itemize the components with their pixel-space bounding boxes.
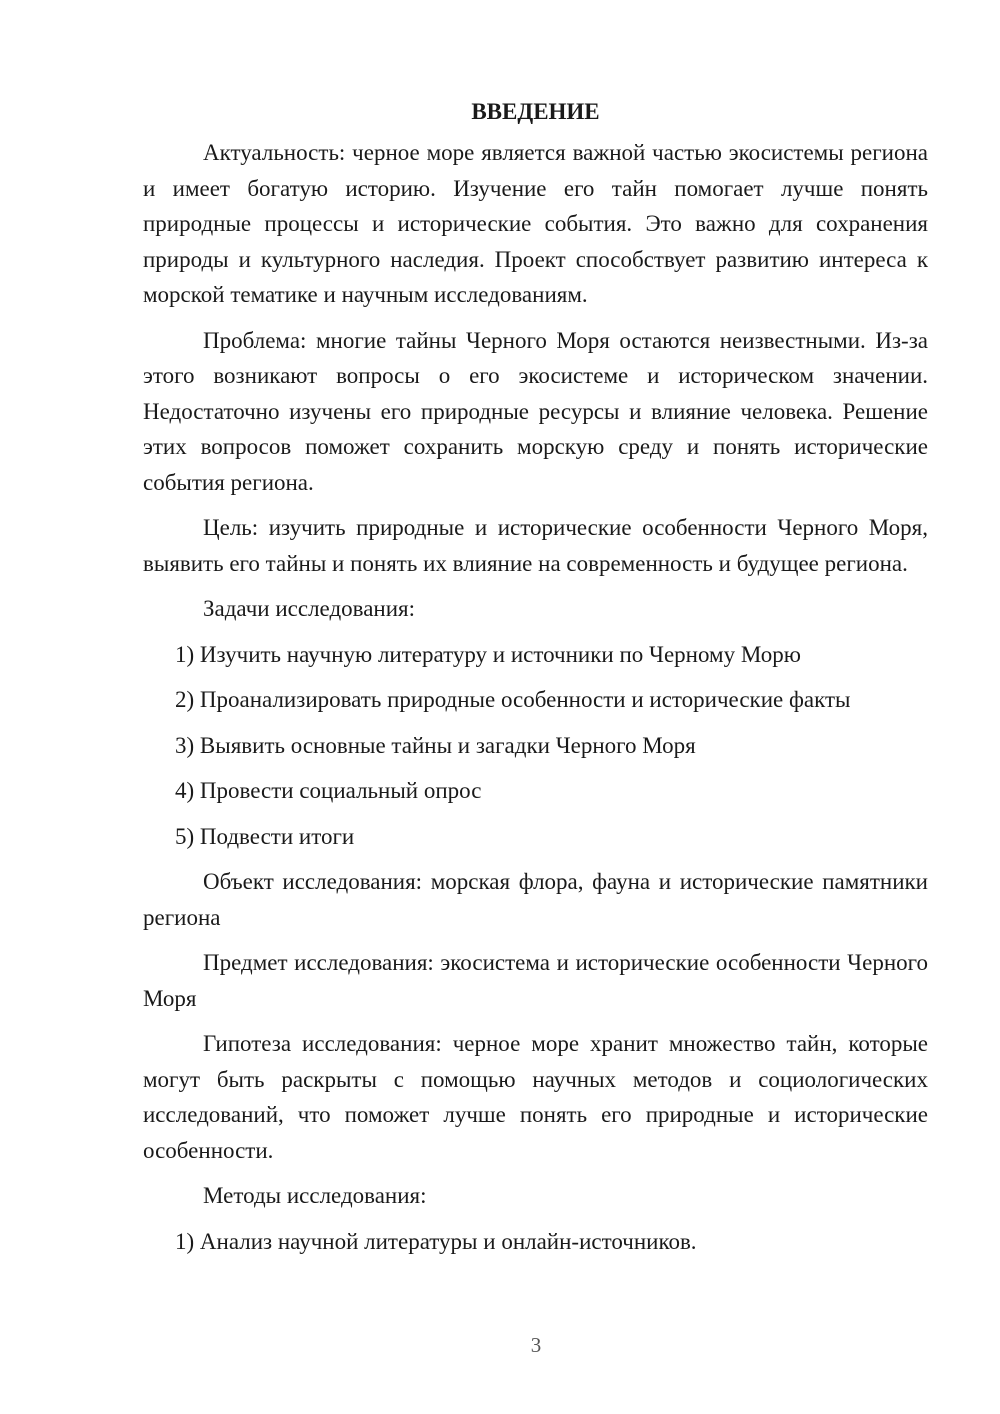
relevance-paragraph: Актуальность: черное море является важной частью экосистемы региона и имеет богатую историю. Изучение его тайн помогает лучше понять природные процессы и исторические события. Это важно для сохранения природы и культурного наследия. Проект способствует развитию интереса к морской тематике и научным исследованиям.	[143, 140, 928, 307]
object-paragraph: Объект исследования: морская флора, фауна и исторические памятники региона	[143, 869, 928, 930]
task-item: 1) Изучить научную литературу и источники по Черному Морю	[175, 641, 801, 667]
problem-paragraph: Проблема: многие тайны Черного Моря остаются неизвестными. Из-за этого возникают вопросы о его экосистеме и историческом значении. Недостаточно изучены его природные ресурсы и влияние человека. Решение этих вопросов поможет сохранить морскую среду и понять исторические события региона.	[143, 327, 928, 495]
page-title: ВВЕДЕНИЕ	[471, 99, 600, 124]
tasks-list	[143, 637, 928, 855]
hypothesis-paragraph: Гипотеза исследования: черное море хранит множество тайн, которые могут быть раскрыты с помощью научных методов и социологических исследований, что поможет лучше понять его природные и исторические особенности.	[143, 1031, 928, 1163]
methods-list	[143, 1224, 928, 1260]
goal-paragraph: Цель: изучить природные и исторические особенности Черного Моря, выявить его тайны и понять их влияние на современность и будущее региона.	[143, 515, 928, 576]
tasks-heading: Задачи исследования:	[203, 596, 416, 621]
page-number: 3	[530, 1333, 542, 1357]
subject-paragraph: Предмет исследования: экосистема и исторические особенности Черного Моря	[143, 950, 928, 1011]
task-item: 4) Провести социальный опрос	[175, 778, 482, 803]
methods-heading: Методы исследования:	[203, 1183, 427, 1208]
method-item: 1) Анализ научной литературы и онлайн-источников.	[175, 1228, 697, 1254]
task-item: 3) Выявить основные тайны и загадки Черного Моря	[175, 732, 696, 758]
task-item: 2) Проанализировать природные особенности и исторические факты	[175, 687, 851, 712]
page-content	[143, 94, 928, 1269]
task-item: 5) Подвести итоги	[175, 823, 355, 849]
